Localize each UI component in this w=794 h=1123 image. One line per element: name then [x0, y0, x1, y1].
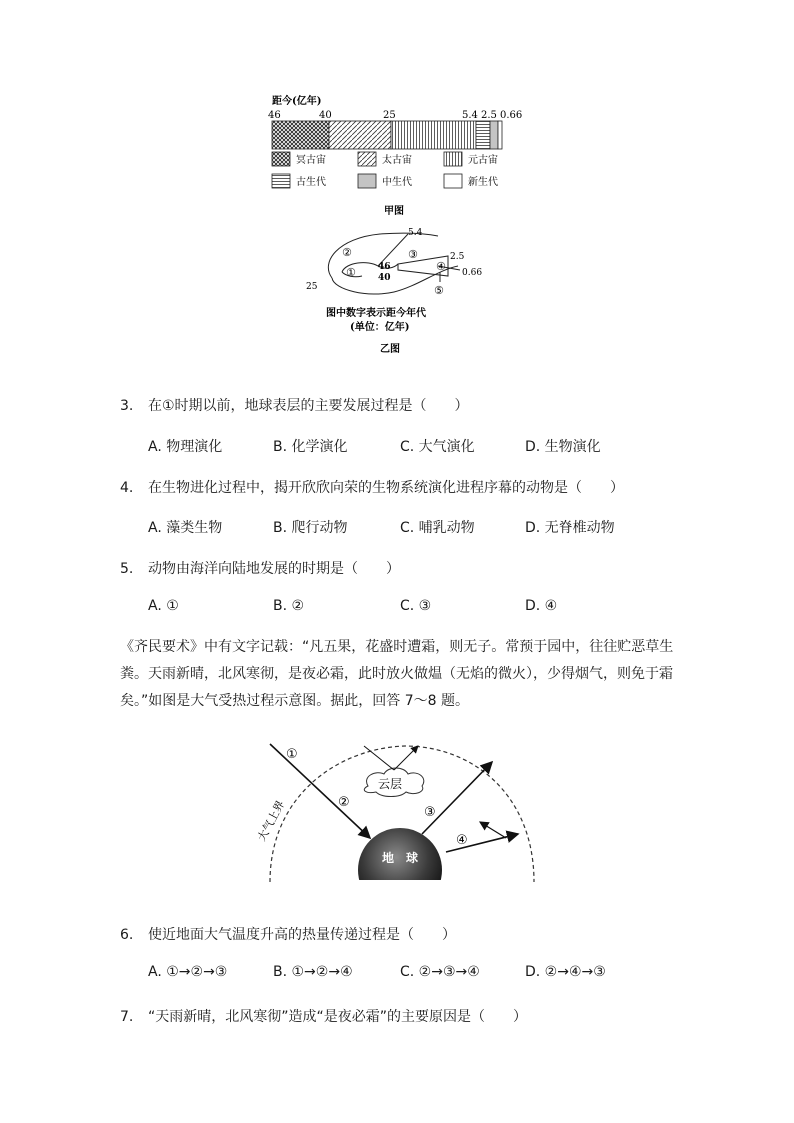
arrow-cloud-in: [364, 746, 394, 770]
tick-46: 46: [268, 110, 281, 121]
figure-b-svg: [298, 226, 498, 366]
legend-mesozoic: 中生代: [382, 177, 412, 188]
question-6-text: 使近地面大气温度升高的热量传递过程是（ ）: [148, 927, 456, 943]
option-6c[interactable]: C. ②→③→④: [400, 964, 480, 980]
earth-label: 地 球: [382, 851, 419, 865]
reading-passage: [120, 634, 680, 715]
question-5: [120, 558, 400, 578]
passage-line-3: 矣。”如图是大气受热过程示意图。据此，回答 7～8 题。: [120, 693, 469, 709]
arrow-cloud-reflect: [394, 746, 418, 770]
legend-swatch-paleozoic: [272, 174, 290, 188]
legend-proterozoic: 元古宙: [468, 155, 498, 166]
figure-a-axis-label: 距今(亿年): [272, 96, 322, 107]
tick-0-66: 0.66: [500, 110, 523, 121]
question-7-number: 7.: [120, 1009, 134, 1025]
boundary-label: 大气上界: [255, 798, 288, 844]
bar-hadean: [272, 121, 329, 149]
label-40: 40: [378, 273, 391, 283]
label-2-5: 2.5: [450, 252, 465, 262]
legend-hadean: 冥古宙: [296, 155, 326, 166]
legend-swatch-cenozoic: [444, 174, 462, 188]
label-5-4: 5.4: [408, 228, 423, 238]
marker-4: ④: [436, 260, 446, 273]
option-5c[interactable]: C. ③: [400, 598, 432, 614]
option-4a[interactable]: A. 藻类生物: [148, 520, 223, 536]
legend-archean: 太古宙: [382, 155, 412, 166]
question-7: [120, 1006, 527, 1026]
bar-cenozoic: [498, 121, 502, 149]
figure-c-svg: [250, 734, 550, 884]
figure-a-timeline: [262, 90, 542, 220]
figure-b-spiral: [298, 226, 498, 366]
legend-swatch-mesozoic: [358, 174, 376, 188]
passage-line-1: 《齐民要术》中有文字记载：“凡五果，花盛时遭霜，则无子。常预于园中，往往贮恶草生: [120, 639, 674, 655]
option-4b[interactable]: B. 爬行动物: [273, 520, 348, 536]
marker-5: ⑤: [434, 284, 444, 297]
legend-cenozoic: 新生代: [468, 177, 498, 188]
label-0-66: 0.66: [462, 268, 483, 278]
figure-a-caption: 甲图: [384, 206, 404, 217]
bar-paleozoic: [476, 121, 490, 149]
option-3c[interactable]: C. 大气演化: [400, 439, 475, 455]
marker-c-2: ②: [338, 795, 350, 810]
question-3-number: 3.: [120, 398, 134, 414]
figure-a-svg: [262, 90, 542, 220]
label-46: 46: [378, 262, 391, 272]
option-3a[interactable]: A. 物理演化: [148, 439, 223, 455]
question-7-text: “天雨新晴，北风寒彻”造成“是夜必霜”的主要原因是（ ）: [148, 1009, 528, 1025]
option-6b[interactable]: B. ①→②→④: [273, 964, 353, 980]
marker-3: ③: [408, 248, 418, 261]
option-5b[interactable]: B. ②: [273, 598, 305, 614]
tick-2-5: 2.5: [481, 110, 497, 121]
figure-b-note-1: 图中数字表示距今年代: [326, 308, 426, 319]
marker-2: ②: [342, 246, 352, 259]
arrow-solar-radiation: [270, 744, 370, 838]
question-4: [120, 477, 624, 497]
bar-mesozoic: [490, 121, 498, 149]
bar-archean: [329, 121, 391, 149]
legend-swatch-hadean: [272, 152, 290, 166]
tick-40: 40: [319, 110, 332, 121]
legend-swatch-archean: [358, 152, 376, 166]
question-5-number: 5.: [120, 561, 134, 577]
earth-cut: [358, 880, 442, 884]
marker-c-1: ①: [286, 747, 298, 762]
tick-25: 25: [383, 110, 396, 121]
legend-paleozoic: 古生代: [296, 177, 326, 188]
question-3: [120, 395, 469, 415]
figure-b-note-2: (单位：亿年): [350, 322, 410, 333]
figure-b-caption: 乙图: [380, 344, 400, 355]
option-6a[interactable]: A. ①→②→③: [148, 964, 228, 980]
option-3d[interactable]: D. 生物演化: [525, 439, 601, 455]
question-5-text: 动物由海洋向陆地发展的时期是（ ）: [148, 561, 400, 577]
option-4c[interactable]: C. 哺乳动物: [400, 520, 475, 536]
question-6: [120, 924, 456, 944]
question-4-text: 在生物进化过程中，揭开欣欣向荣的生物系统演化进程序幕的动物是（ ）: [148, 480, 624, 496]
option-6d[interactable]: D. ②→④→③: [525, 964, 606, 980]
question-3-text: 在①时期以前，地球表层的主要发展过程是（ ）: [148, 398, 469, 414]
bar-proterozoic: [391, 121, 476, 149]
tick-5-4: 5.4: [462, 110, 478, 121]
arrow-back-radiation: [480, 822, 506, 838]
option-3b[interactable]: B. 化学演化: [273, 439, 348, 455]
legend-swatch-proterozoic: [444, 152, 462, 166]
passage-line-2: 粪。天雨新晴，北风寒彻，是夜必霜，此时放火做煴（无焰的微火），少得烟气，则免于霜: [120, 666, 673, 682]
option-4d[interactable]: D. 无脊椎动物: [525, 520, 615, 536]
option-5a[interactable]: A. ①: [148, 598, 179, 614]
figure-c-atmosphere: [250, 734, 550, 884]
label-25: 25: [306, 282, 318, 292]
option-5d[interactable]: D. ④: [525, 598, 558, 614]
cloud-label: 云层: [378, 777, 403, 791]
marker-c-4: ④: [456, 833, 468, 848]
question-4-number: 4.: [120, 480, 134, 496]
marker-1: ①: [346, 266, 356, 279]
question-6-number: 6.: [120, 927, 134, 943]
marker-c-3: ③: [424, 805, 436, 820]
